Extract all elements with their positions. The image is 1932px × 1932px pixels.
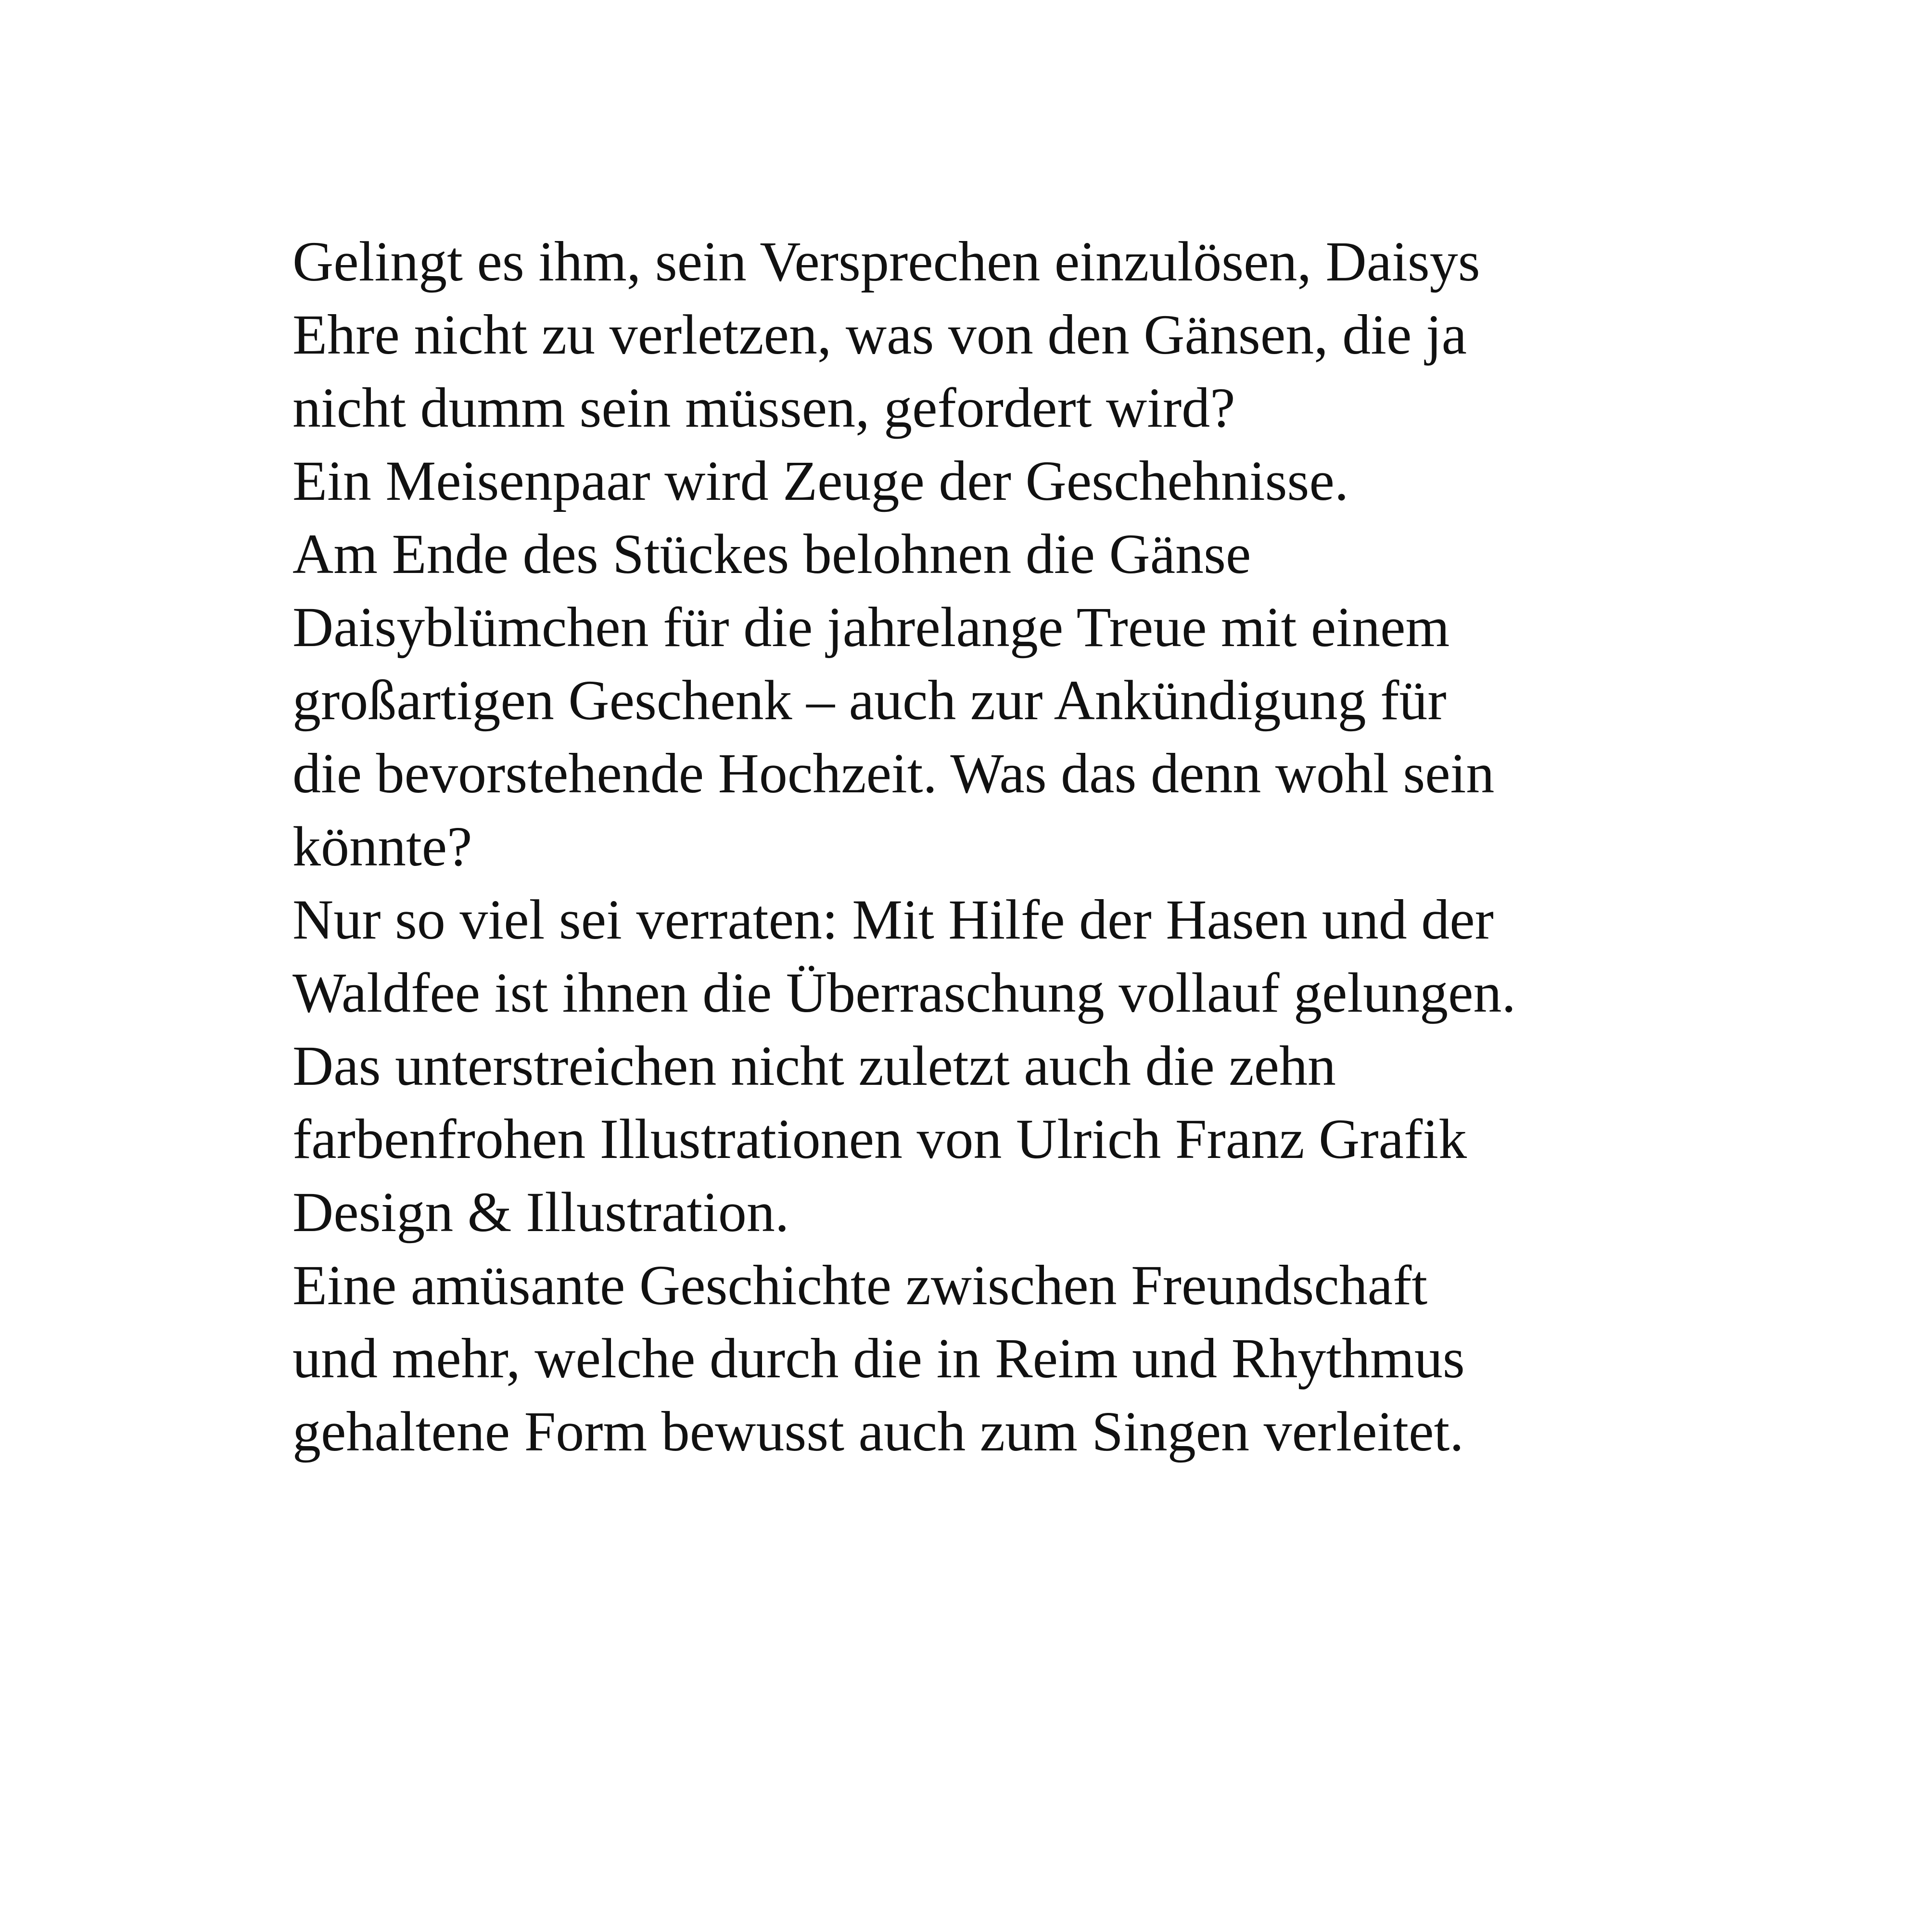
text-line: Eine amüsante Geschichte zwischen Freundschaft: [292, 1254, 1428, 1317]
body-text: [292, 225, 1668, 1468]
text-line: Design & Illustration.: [292, 1181, 789, 1244]
text-line: nicht dumm sein müssen, gefordert wird?: [292, 376, 1235, 439]
text-line: großartigen Geschenk – auch zur Ankündigung für: [292, 669, 1447, 732]
text-line: Ehre nicht zu verletzen, was von den Gänsen, die ja: [292, 303, 1467, 366]
text-line: Das unterstreichen nicht zuletzt auch die zehn: [292, 1034, 1336, 1097]
text-line: und mehr, welche durch die in Reim und Rhythmus: [292, 1327, 1465, 1390]
text-line: Waldfee ist ihnen die Überraschung vollauf gelungen.: [292, 961, 1516, 1024]
text-line: Daisyblümchen für die jahrelange Treue mit einem: [292, 596, 1450, 659]
text-line: Am Ende des Stückes belohnen die Gänse: [292, 522, 1251, 585]
text-line: die bevorstehende Hochzeit. Was das denn wohl sein: [292, 742, 1495, 805]
text-line: Ein Meisenpaar wird Zeuge der Geschehnisse.: [292, 449, 1349, 512]
text-line: Nur so viel sei verraten: Mit Hilfe der Hasen und der: [292, 888, 1494, 951]
text-line: gehaltene Form bewusst auch zum Singen verleitet.: [292, 1400, 1464, 1463]
text-line: könnte?: [292, 815, 472, 878]
text-line: Gelingt es ihm, sein Versprechen einzulösen, Daisys: [292, 230, 1480, 293]
text-line: farbenfrohen Illustrationen von Ulrich Franz Grafik: [292, 1107, 1467, 1170]
